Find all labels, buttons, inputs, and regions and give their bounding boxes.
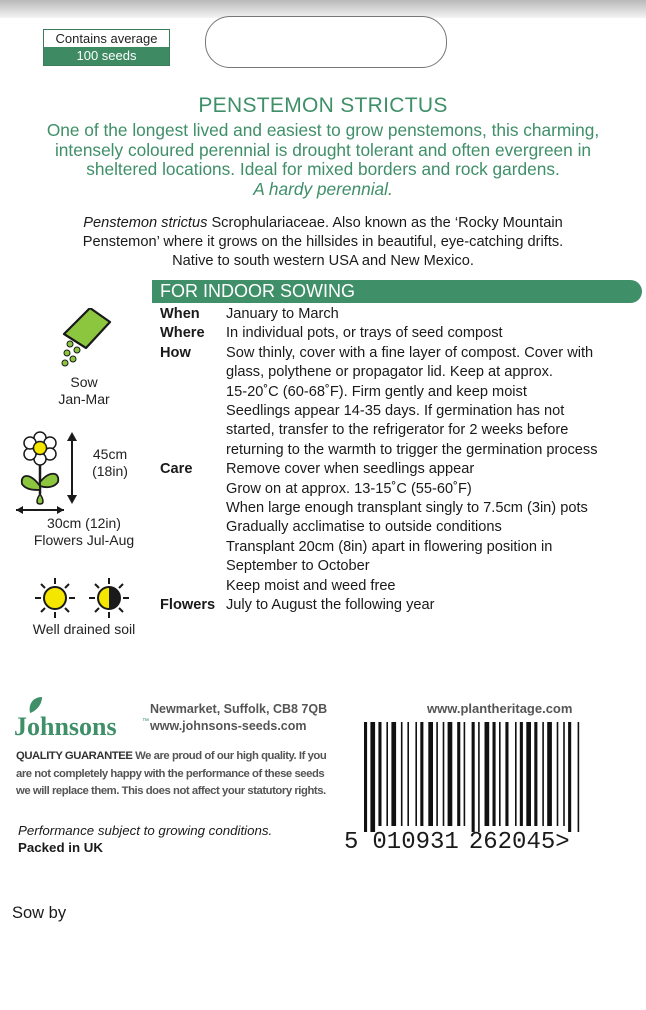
company-website-link[interactable]: www.johnsons-seeds.com [150,719,307,733]
flowering-months: Flowers Jul-Aug [33,532,135,548]
barcode-group-right: 262045 [468,829,556,856]
barcode-bar [515,722,517,826]
instruction-label [158,402,226,421]
instruction-row [158,383,598,402]
instruction-label [158,557,226,576]
barcode-group-left: 010931 [372,829,459,856]
sow-label: Sow [70,374,98,390]
instruction-row [158,557,598,576]
plant-height-in: (18in) [92,463,128,479]
guarantee-line: we will replace them. This does not affect your statutory rights. [16,785,326,797]
barcode-bar [464,722,466,826]
barcode-bar [499,722,501,826]
barcode [356,722,642,832]
barcode-bar [370,722,375,832]
sun-aspect-icon [33,576,133,620]
instruction-row [158,402,598,421]
intro-line: sheltered locations. Ideal for mixed borders and rock gardens. [86,159,560,180]
logo-wordmark: Johnsons [14,712,117,741]
instruction-label [158,518,226,537]
sow-months: Jan-Mar [58,391,110,407]
sow-caption [24,374,144,408]
seed-count-label: Contains average [44,30,169,47]
barcode-bar [485,722,490,826]
barcode-bar [534,722,537,826]
intro-line: One of the longest lived and easiest to grow penstemons, this charming, [46,120,600,140]
packet-window [205,16,447,68]
instruction-row [158,305,598,324]
section-banner: FOR INDOOR SOWING [152,280,642,303]
barcode-bar [478,722,480,832]
barcode-bar [407,722,409,826]
barcode-bar [505,722,508,826]
instruction-text: Seedlings appear 14-35 days. If germination has not [226,403,565,420]
barcode-bar [457,722,460,826]
instruction-row [158,596,598,615]
instruction-text: When large enough transplant singly to 7.5cm (3in) pots [226,500,588,517]
guarantee-line: are not completely happy with the performance of these seeds [16,767,325,780]
instruction-row [158,518,598,537]
barcode-marker: > [555,829,570,856]
description [0,214,646,271]
instruction-label [158,421,226,440]
barcode-bar [448,722,453,826]
instruction-text: glass, polythene or propagator lid. Keep at approx. [226,364,553,381]
company-address: Newmarket, Suffolk, CB8 7QB [150,702,328,716]
instruction-label [158,577,226,596]
height-caption [84,446,136,480]
instruction-row [158,363,598,382]
seed-count-value: 100 seeds [44,47,169,65]
instruction-label [158,383,226,402]
instruction-row [158,324,598,343]
barcode-bar [443,722,445,826]
instruction-text: July to August the following year [226,597,435,614]
barcode-bar [542,722,544,826]
barcode-bar [415,722,417,826]
instruction-row [158,538,598,557]
instruction-label [158,480,226,499]
guarantee-heading: QUALITY GUARANTEE [16,750,133,762]
barcode-number [344,829,570,856]
instruction-text: Remove cover when seedlings appear [226,461,475,478]
instruction-text: January to March [226,306,339,322]
packed-in: Packed in UK [18,840,103,855]
instruction-label [158,363,226,382]
guarantee-line: We are proud of our high quality. If you [132,750,327,762]
instruction-label: Where [160,325,205,342]
intro-tagline: A hardy perennial. [253,178,393,199]
latin-name: Penstemon strictus [83,215,208,231]
barcode-bar [472,722,475,832]
instruction-label: When [160,306,200,322]
intro-line: intensely coloured perennial is drought tolerant and often evergreen in [54,139,592,160]
spread-caption [14,515,154,549]
instruction-label [158,538,226,557]
quality-guarantee [16,748,344,801]
soil-caption: Well drained soil [32,621,136,637]
seed-count-box [43,29,170,66]
intro-text [0,121,646,199]
sow-by-label: Sow by [12,904,67,922]
instruction-row [158,460,598,479]
instruction-label: How [160,344,191,361]
instruction-row [158,577,598,596]
instruction-label: Care [160,461,193,478]
description-line: Native to south western USA and New Mexico. [172,253,474,269]
instruction-text: 15-20˚C (60-68˚F). Firm gently and keep moist [226,383,527,400]
barcode-bar [364,722,367,832]
instruction-text: Grow on at approx. 13-15˚C (55-60˚F) [226,480,472,497]
barcode-bar [563,722,565,826]
barcode-bar [526,722,531,826]
plant-spread: 30cm (12in) [47,515,121,531]
svg-text:™: ™ [142,718,149,725]
barcode-bar [568,722,571,832]
barcode-bar [386,722,388,826]
barcode-first-digit: 5 [344,829,359,856]
instruction-label: Flowers [160,597,216,614]
barcode-bar [420,722,423,826]
instruction-text: Transplant 20cm (8in) apart in flowering position in [226,538,553,555]
description-line: Scrophulariaceae. Also known as the ‘Rocky Mountain [207,215,563,231]
instruction-label [158,441,226,460]
flower-plant-icon [16,430,86,518]
barcode-bar [391,722,396,826]
instruction-text: started, transfer to the refrigerator for 2 weeks before [226,422,569,439]
seed-packet-icon [50,308,112,370]
plantheritage-link[interactable]: www.plantheritage.com [427,701,573,716]
instruction-row [158,344,598,363]
sowing-instructions [158,305,598,616]
barcode-bar [578,722,580,832]
plant-height-cm: 45cm [92,446,128,462]
instruction-label [158,499,226,518]
instruction-row [158,499,598,518]
barcode-bar [401,722,403,826]
barcode-bar [493,722,496,826]
johnsons-logo [14,697,149,748]
performance-note: Performance subject to growing conditions. [18,823,273,838]
company-address-block [150,701,327,735]
instruction-text: In individual pots, or trays of seed compost [226,325,503,342]
barcode-bar [547,722,552,826]
instruction-text: Sow thinly, cover with a fine layer of compost. Cover with [226,344,594,361]
instruction-text: September to October [226,558,370,575]
instruction-row [158,480,598,499]
barcode-bar [520,722,523,826]
barcode-bar [436,722,438,826]
instruction-row [158,441,598,460]
instruction-text: returning to the warmth to trigger the germination process [226,441,598,458]
instruction-row [158,421,598,440]
barcode-bar [557,722,559,826]
product-title: PENSTEMON STRICTUS [198,94,448,117]
description-line: Penstemon’ where it grows on the hillsides in beautiful, eye-catching drifts. [82,234,564,250]
instruction-text: Gradually acclimatise to outside conditions [226,519,502,536]
leaf-logo-icon [14,697,149,743]
barcode-bar [428,722,433,826]
instruction-text: Keep moist and weed free [226,577,396,594]
barcode-bar [378,722,381,826]
